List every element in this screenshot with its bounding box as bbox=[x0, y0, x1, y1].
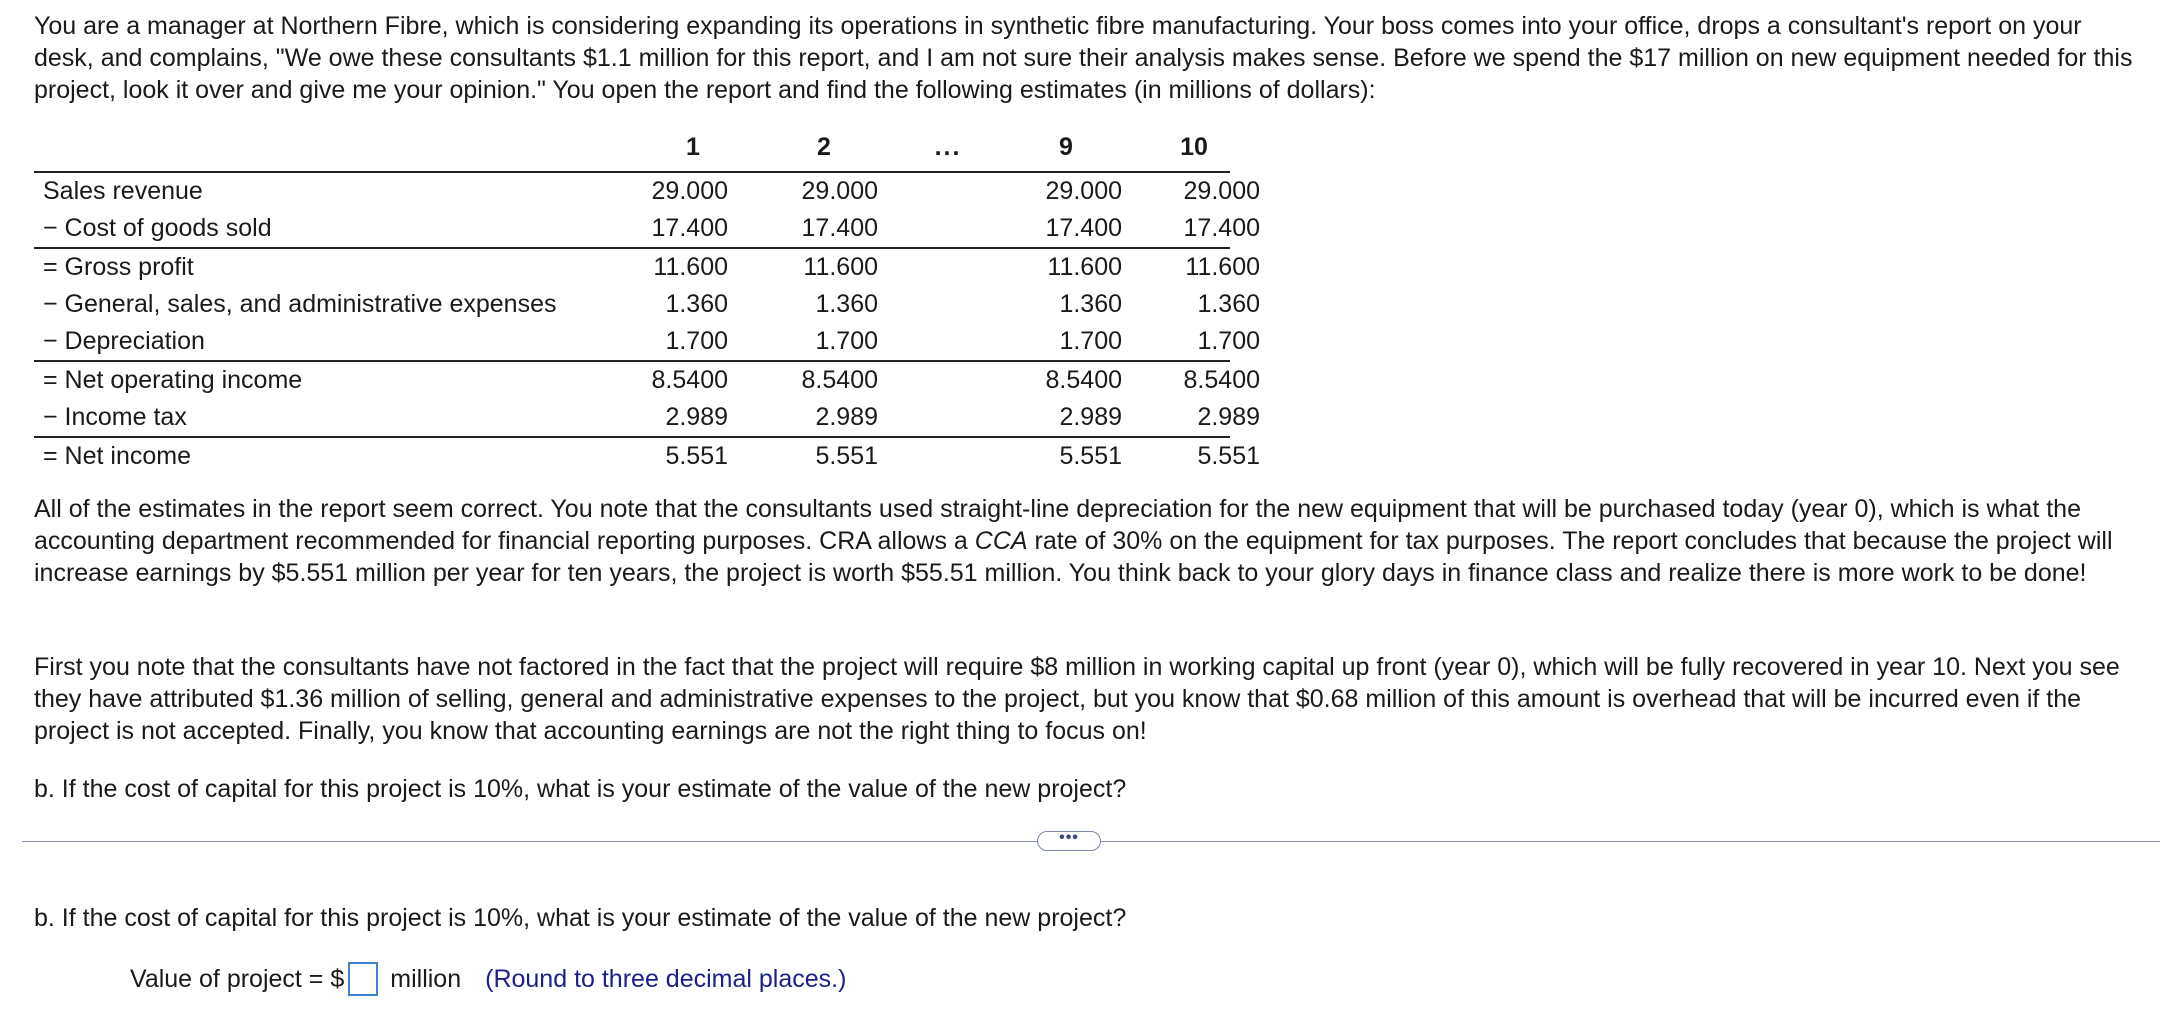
row-label: − Income tax bbox=[43, 403, 187, 431]
cell-year-2: 11.600 bbox=[803, 253, 878, 281]
cell-year-2: 1.360 bbox=[815, 290, 878, 318]
answer-unit-label: million bbox=[390, 964, 462, 993]
question-text: b. If the cost of capital for this project is 10%, what is your estimate of the value of the new project? bbox=[34, 775, 1127, 803]
cell-year-9: 1.700 bbox=[1059, 327, 1122, 355]
row-label: − Depreciation bbox=[43, 327, 205, 355]
cell-year-10: 1.360 bbox=[1197, 290, 1260, 318]
cell-year-9: 5.551 bbox=[1059, 442, 1122, 470]
table-row-depreciation bbox=[34, 323, 1260, 362]
row-label: = Gross profit bbox=[43, 253, 194, 281]
column-header-year-10: 10 bbox=[1180, 133, 1208, 161]
cca-term: CCA bbox=[974, 527, 1028, 555]
cell-year-1: 2.989 bbox=[665, 403, 728, 431]
column-header-year-1: 1 bbox=[686, 133, 700, 161]
cell-year-1: 8.5400 bbox=[651, 366, 728, 394]
cell-year-2: 5.551 bbox=[815, 442, 878, 470]
assumptions-text-1: All of the estimates in the report seem correct. You note that the consultants used straight-line depreciation for the new equipment that will be purchased today (year 0), which is what the accounting department recommended for financial reporting purposes. CRA allows a bbox=[34, 495, 2081, 555]
cell-year-10: 1.700 bbox=[1197, 327, 1260, 355]
answer-row bbox=[130, 959, 846, 999]
answer-prefix-label: Value of project = $ bbox=[130, 964, 345, 993]
row-label: − General, sales, and administrative expenses bbox=[43, 290, 557, 318]
cell-year-2: 1.700 bbox=[815, 327, 878, 355]
table-header-row bbox=[34, 133, 1230, 173]
table-row-net-income bbox=[34, 438, 1260, 475]
table-row-sales-revenue bbox=[34, 173, 1260, 210]
cell-year-10: 11.600 bbox=[1185, 253, 1260, 281]
row-label: Sales revenue bbox=[43, 177, 203, 205]
assumptions-text-2: rate of 30% on the equipment for tax purposes. The report concludes that because the project will increase earnings by $5.551 million per year for ten years, the project is worth $55.51 million. You think back to your glory days in finance class and realize there is more work to be done! bbox=[34, 527, 2113, 587]
cell-year-9: 2.989 bbox=[1059, 403, 1122, 431]
cell-year-10: 17.400 bbox=[1183, 214, 1260, 242]
cell-year-1: 5.551 bbox=[665, 442, 728, 470]
cell-year-10: 5.551 bbox=[1197, 442, 1260, 470]
cell-year-1: 17.400 bbox=[651, 214, 728, 242]
table-row-cost-of-goods-sold bbox=[34, 210, 1260, 249]
table-row-net-operating-income bbox=[34, 362, 1260, 399]
cell-year-9: 17.400 bbox=[1045, 214, 1122, 242]
cell-year-2: 8.5400 bbox=[801, 366, 878, 394]
assumptions-paragraph bbox=[34, 493, 2144, 589]
adjustments-paragraph: First you note that the consultants have not factored in the fact that the project will require $8 million in working capital up front (year 0), which will be fully recovered in year 10. Next you see they have attributed $1.36 million of selling, general and administrative expenses to the project, but you know that $0.68 million of this amount is overhead that will be incurred even if the project is not accepted. Finally, you know that accounting earnings are not the right thing to focus on! bbox=[34, 653, 2120, 745]
answer-question-text: b. If the cost of capital for this project is 10%, what is your estimate of the value of the new project? bbox=[34, 904, 1127, 932]
cell-year-1: 29.000 bbox=[651, 177, 728, 205]
cell-year-9: 29.000 bbox=[1045, 177, 1122, 205]
financial-estimates-table bbox=[34, 133, 1260, 475]
row-label: = Net operating income bbox=[43, 366, 303, 394]
intro-paragraph: You are a manager at Northern Fibre, which is considering expanding its operations in synthetic fibre manufacturing. Your boss comes into your office, drops a consultant's report on your desk, and complains, "We owe these consultants $1.1 million for this report, and I am not sure their analysis makes sense. Before we spend the $17 million on new equipment needed for this project, look it over and give me your opinion." You open the report and find the following estimates (in millions of dollars): bbox=[34, 12, 2133, 104]
cell-year-1: 11.600 bbox=[653, 253, 728, 281]
row-label: − Cost of goods sold bbox=[43, 214, 272, 242]
cell-year-2: 29.000 bbox=[801, 177, 878, 205]
cell-year-9: 1.360 bbox=[1059, 290, 1122, 318]
column-header-year-2: 2 bbox=[817, 133, 831, 161]
column-header-year-9: 9 bbox=[1059, 133, 1073, 161]
cell-year-10: 2.989 bbox=[1197, 403, 1260, 431]
cell-year-10: 8.5400 bbox=[1183, 366, 1260, 394]
table-row-gsa-expenses bbox=[34, 286, 1260, 323]
cell-year-1: 1.360 bbox=[665, 290, 728, 318]
cell-year-10: 29.000 bbox=[1183, 177, 1260, 205]
project-value-input[interactable] bbox=[348, 962, 378, 996]
cell-year-1: 1.700 bbox=[665, 327, 728, 355]
table-row-gross-profit bbox=[34, 249, 1260, 286]
row-label: = Net income bbox=[43, 442, 191, 470]
ellipsis-icon: ••• bbox=[1059, 829, 1079, 846]
cell-year-2: 17.400 bbox=[801, 214, 878, 242]
cell-year-2: 2.989 bbox=[815, 403, 878, 431]
expand-button[interactable] bbox=[1037, 831, 1101, 851]
cell-year-9: 8.5400 bbox=[1045, 366, 1122, 394]
column-header-ellipsis: ... bbox=[934, 133, 962, 161]
table-row-income-tax bbox=[34, 399, 1260, 438]
cell-year-9: 11.600 bbox=[1047, 253, 1122, 281]
rounding-hint: (Round to three decimal places.) bbox=[485, 964, 847, 993]
